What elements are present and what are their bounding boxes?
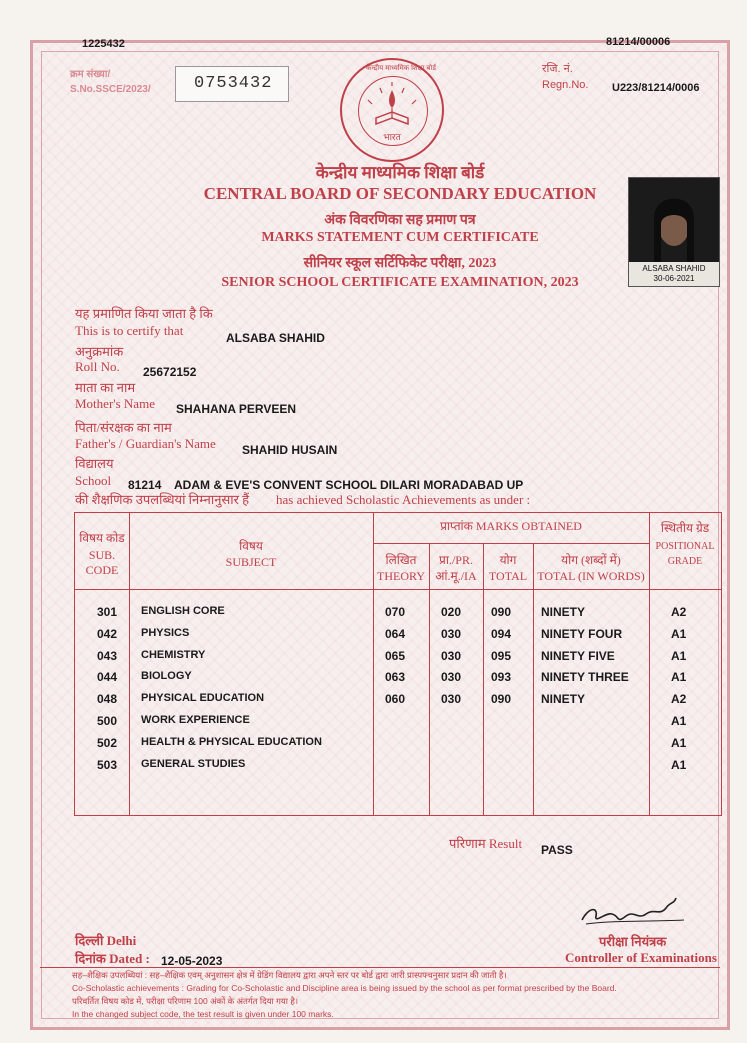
cell-code: 048 bbox=[97, 692, 118, 706]
top-left-code: 1225432 bbox=[82, 38, 125, 50]
place-en: Delhi bbox=[106, 933, 137, 948]
emblem-bharat: भारत bbox=[383, 132, 401, 142]
cell-ia: 030 bbox=[441, 627, 462, 641]
school-name: ADAM & EVE'S CONVENT SCHOOL DILARI MORADABAD UP bbox=[174, 478, 524, 492]
note1-hi: सह–शैक्षिक उपलब्धियां : सह–शैक्षिक एवम् अनुशासन क्षेत्र में ग्रेडिंग विद्यालय द्वारा अपने स्तर पर बोर्ड द्वारा जारी प्रास्पफ्चनुसार प्रदान की जाती है। bbox=[72, 970, 507, 980]
cell-ia: 030 bbox=[441, 670, 462, 684]
cell-code: 500 bbox=[97, 714, 118, 728]
th-code-en2: CODE bbox=[85, 563, 119, 577]
school-label-hi: विद्यालय bbox=[75, 456, 114, 471]
cell-subject: BIOLOGY bbox=[141, 670, 192, 682]
mother-name: SHAHANA PERVEEN bbox=[176, 402, 297, 416]
student-photo bbox=[628, 177, 720, 287]
roll-label-en: Roll No. bbox=[75, 359, 120, 374]
th-total-en: TOTAL bbox=[488, 569, 528, 583]
issue-date: 12-05-2023 bbox=[161, 954, 223, 968]
th-ia-hi: प्रा./PR. bbox=[439, 553, 473, 567]
student-name: ALSABA SHAHID bbox=[226, 331, 325, 345]
exam-title-hi: सीनियर स्कूल सर्टिफिकेट परीक्षा, 2023 bbox=[303, 256, 497, 271]
top-right-code: 81214/00006 bbox=[606, 36, 671, 48]
cell-code: 301 bbox=[97, 605, 118, 619]
board-title-en: CENTRAL BOARD OF SECONDARY EDUCATION bbox=[203, 184, 597, 203]
cell-code: 502 bbox=[97, 736, 118, 750]
father-name: SHAHID HUSAIN bbox=[242, 443, 338, 457]
cell-subject: GENERAL STUDIES bbox=[141, 758, 246, 770]
cbse-emblem bbox=[340, 58, 444, 162]
th-grade-hi: स्थितीय ग्रेड bbox=[660, 521, 710, 535]
cell-total: 094 bbox=[491, 627, 512, 641]
cell-code: 044 bbox=[97, 670, 118, 684]
cell-theory: 065 bbox=[385, 649, 406, 663]
board-title-hi: केन्द्रीय माध्यमिक शिक्षा बोर्ड bbox=[315, 163, 485, 182]
photo-date: 30-06-2021 bbox=[653, 274, 695, 283]
th-code-hi: विषय कोड bbox=[79, 531, 125, 545]
cell-subject: WORK EXPERIENCE bbox=[141, 714, 250, 726]
cell-subject: HEALTH & PHYSICAL EDUCATION bbox=[141, 736, 322, 748]
cell-grade: A1 bbox=[671, 670, 687, 684]
cell-code: 503 bbox=[97, 758, 118, 772]
dated-en: Dated : bbox=[109, 951, 150, 966]
cell-words: NINETY bbox=[541, 692, 586, 706]
cell-ia: 020 bbox=[441, 605, 462, 619]
note2-hi: परिवर्तित विषय कोड में, परीक्षा परिणाम 100 अंकों के अंतर्गत दिया गया है। bbox=[72, 996, 299, 1006]
cell-ia: 030 bbox=[441, 649, 462, 663]
result-value: PASS bbox=[541, 843, 573, 857]
th-words-hi: योग (शब्दों में) bbox=[561, 553, 621, 567]
th-theory-en: THEORY bbox=[377, 569, 425, 583]
cell-total: 090 bbox=[491, 605, 512, 619]
table-row bbox=[75, 627, 721, 647]
th-marks bbox=[373, 519, 649, 534]
th-marks-en: MARKS OBTAINED bbox=[475, 519, 582, 533]
regn-label-en: Regn.No. bbox=[542, 79, 589, 91]
serial-number: 0753432 bbox=[194, 74, 273, 93]
roll-number: 25672152 bbox=[143, 365, 197, 379]
th-total-hi: योग bbox=[499, 553, 517, 567]
table-row bbox=[75, 670, 721, 690]
cell-subject: PHYSICAL EDUCATION bbox=[141, 692, 265, 704]
table-row bbox=[75, 714, 721, 734]
dated-label bbox=[75, 951, 150, 966]
th-grade-en1: POSITIONAL bbox=[655, 541, 715, 552]
certify-label-hi: यह प्रमाणित किया जाता है कि bbox=[75, 306, 213, 321]
cell-total: 095 bbox=[491, 649, 512, 663]
controller-signature-icon bbox=[576, 890, 696, 930]
th-subject-hi: विषय bbox=[239, 539, 263, 553]
cell-ia: 030 bbox=[441, 692, 462, 706]
cell-subject: PHYSICS bbox=[141, 627, 190, 639]
roll-label-hi: अनुक्रमांक bbox=[75, 344, 124, 359]
note1-en: Co-Scholastic achievements : Grading for Co-Scholastic and Discipline area is being issued by the school as per format prescribed by the Board. bbox=[72, 983, 617, 993]
th-code-en1: SUB. bbox=[88, 548, 116, 562]
cell-grade: A1 bbox=[671, 627, 687, 641]
cell-theory: 064 bbox=[385, 627, 406, 641]
cell-grade: A1 bbox=[671, 736, 687, 750]
cell-theory: 063 bbox=[385, 670, 406, 684]
cell-words: NINETY bbox=[541, 605, 586, 619]
table-row bbox=[75, 736, 721, 756]
regn-label-hi: रजि. नं. bbox=[542, 63, 573, 75]
dated-hi: दिनांक bbox=[75, 951, 106, 966]
cell-grade: A1 bbox=[671, 649, 687, 663]
marks-table bbox=[74, 512, 722, 816]
cell-grade: A1 bbox=[671, 758, 687, 772]
cell-code: 043 bbox=[97, 649, 118, 663]
mother-label-hi: माता का नाम bbox=[75, 380, 136, 395]
result-label-en: Result bbox=[488, 836, 523, 851]
th-theory-hi: लिखित bbox=[385, 553, 417, 567]
controller-hi: परीक्षा नियंत्रक bbox=[599, 934, 667, 949]
cell-theory: 060 bbox=[385, 692, 406, 706]
cell-theory: 070 bbox=[385, 605, 406, 619]
cell-words: NINETY THREE bbox=[541, 670, 629, 684]
certify-label-en: This is to certify that bbox=[75, 323, 184, 338]
th-grade-en2: GRADE bbox=[667, 556, 703, 567]
th-ia-en: आं.मू./IA bbox=[435, 569, 477, 583]
cell-grade: A2 bbox=[671, 605, 687, 619]
table-row bbox=[75, 758, 721, 778]
th-subject-en: SUBJECT bbox=[225, 555, 277, 569]
th-words-en: TOTAL (IN WORDS) bbox=[537, 569, 645, 583]
serial-label-hi: क्रम संख्या/ bbox=[70, 69, 111, 80]
achieved-label-en: has achieved Scholastic Achievements as under : bbox=[276, 492, 531, 507]
note2-en: In the changed subject code, the test result is given under 100 marks. bbox=[72, 1009, 334, 1019]
school-code: 81214 bbox=[128, 478, 162, 492]
lamp-book-icon bbox=[342, 60, 442, 160]
father-label-en: Father's / Guardian's Name bbox=[75, 436, 216, 451]
photo-name: ALSABA SHAHID bbox=[642, 264, 706, 273]
table-row bbox=[75, 649, 721, 669]
doc-title-en: MARKS STATEMENT CUM CERTIFICATE bbox=[261, 230, 539, 245]
table-row bbox=[75, 692, 721, 712]
place bbox=[75, 933, 136, 948]
cell-grade: A1 bbox=[671, 714, 687, 728]
cell-subject: ENGLISH CORE bbox=[141, 605, 225, 617]
cell-code: 042 bbox=[97, 627, 118, 641]
controller-en: Controller of Examinations bbox=[565, 950, 717, 965]
regn-value: U223/81214/0006 bbox=[612, 82, 700, 94]
serial-box bbox=[175, 66, 289, 102]
cell-subject: CHEMISTRY bbox=[141, 649, 206, 661]
cell-total: 093 bbox=[491, 670, 512, 684]
cell-total: 090 bbox=[491, 692, 512, 706]
result-label-hi: परिणाम bbox=[449, 836, 486, 851]
exam-title-en: SENIOR SCHOOL CERTIFICATE EXAMINATION, 2023 bbox=[221, 275, 579, 290]
emblem-text: केन्द्रीय माध्यमिक शिक्षा बोर्ड bbox=[366, 65, 436, 72]
cell-grade: A2 bbox=[671, 692, 687, 706]
school-label-en: School bbox=[75, 473, 112, 488]
th-marks-hi: प्राप्तांक bbox=[440, 519, 473, 533]
father-label-hi: पिता/संरक्षक का नाम bbox=[75, 420, 172, 435]
place-hi: दिल्ली bbox=[75, 933, 104, 948]
cell-words: NINETY FIVE bbox=[541, 649, 615, 663]
doc-title-hi: अंक विवरणिका सह प्रमाण पत्र bbox=[324, 213, 476, 228]
table-row bbox=[75, 605, 721, 625]
serial-label-en: S.No.SSCE/2023/ bbox=[70, 84, 151, 95]
achieved-label-hi: की शैक्षणिक उपलब्धियां निम्नानुसार हैं bbox=[75, 492, 250, 507]
result-label bbox=[449, 836, 522, 851]
cell-words: NINETY FOUR bbox=[541, 627, 623, 641]
mother-label-en: Mother's Name bbox=[75, 396, 155, 411]
